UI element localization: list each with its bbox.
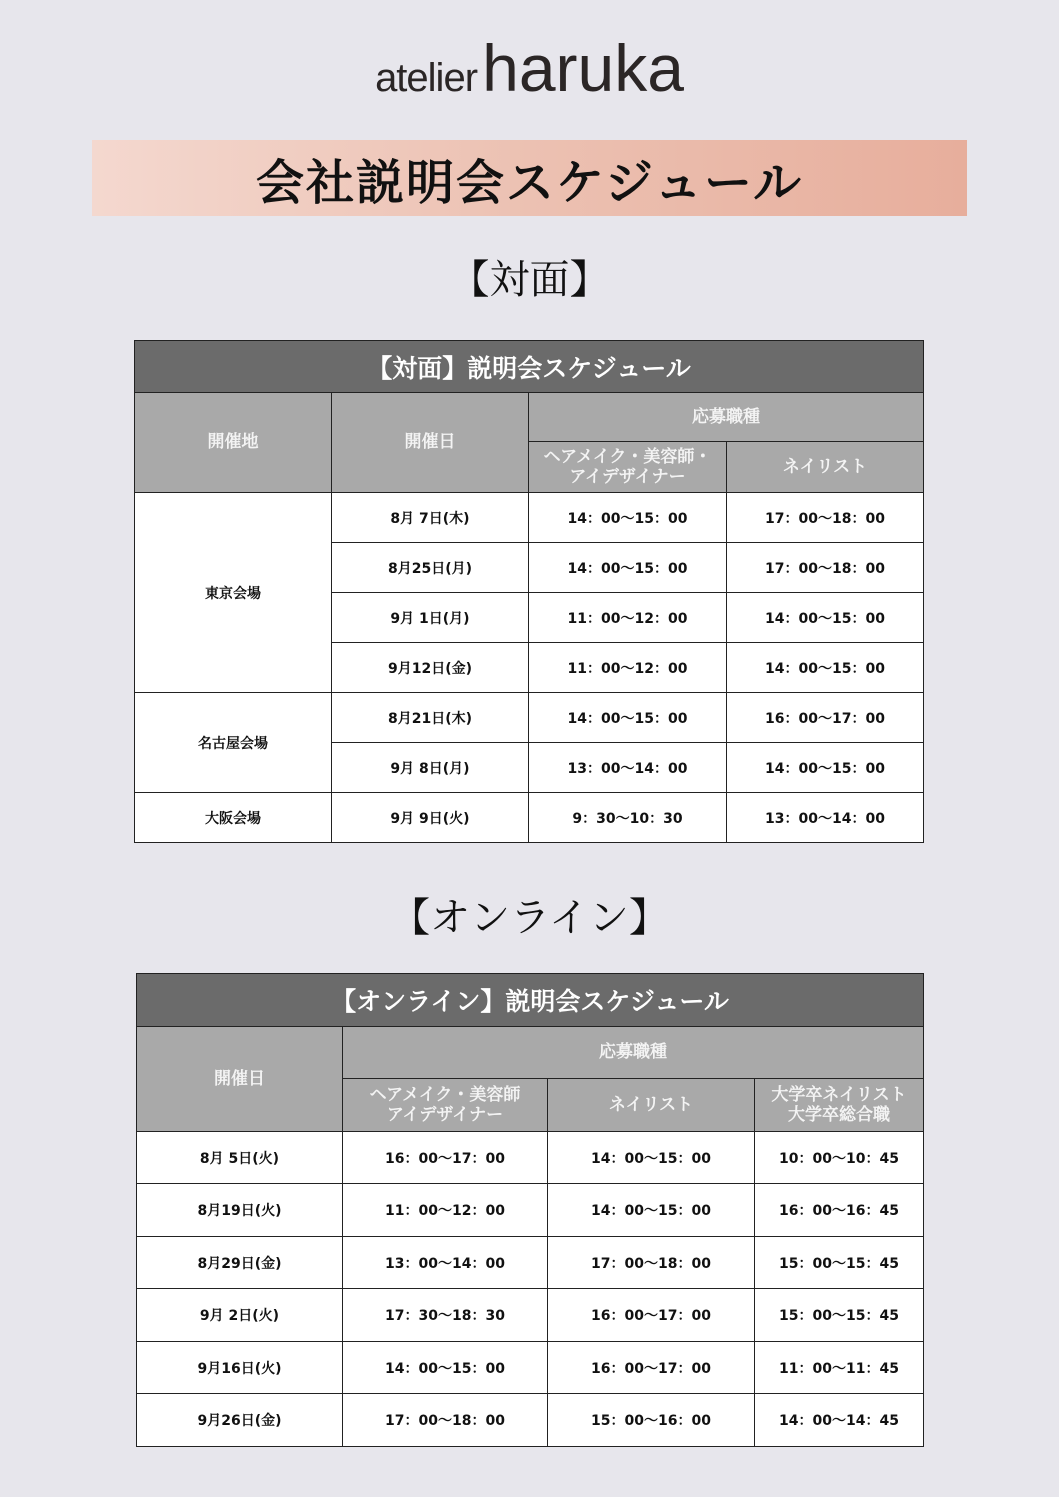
header-date: 開催日 — [332, 393, 529, 493]
time-cell: 17：00〜18：00 — [727, 543, 924, 593]
online-schedule-table — [136, 973, 924, 1447]
logo-text-haruka: haruka — [482, 31, 684, 105]
date-cell: 8月25日(月) — [332, 543, 529, 593]
header-job-types: 応募職種 — [529, 393, 924, 442]
time-cell: 16：00〜16：45 — [755, 1184, 924, 1237]
time-cell: 16：00〜17：00 — [548, 1289, 755, 1342]
inperson-heading: 【対面】 — [449, 257, 610, 303]
time-cell: 13：00〜14：00 — [727, 793, 924, 843]
date-cell: 8月19日(火) — [137, 1184, 343, 1237]
date-cell: 9月26日(金) — [137, 1394, 343, 1447]
time-cell: 14：00〜15：00 — [727, 643, 924, 693]
time-cell: 15：00〜15：45 — [755, 1289, 924, 1342]
page-title: 会社説明会スケジュール — [255, 154, 804, 211]
time-cell: 14：00〜15：00 — [529, 543, 727, 593]
time-cell: 17：00〜18：00 — [343, 1394, 548, 1447]
header-date: 開催日 — [137, 1027, 343, 1132]
time-cell: 9：30〜10：30 — [529, 793, 727, 843]
time-cell: 14：00〜15：00 — [548, 1132, 755, 1184]
time-cell: 11：00〜12：00 — [529, 593, 727, 643]
date-cell: 8月29日(金) — [137, 1237, 343, 1289]
time-cell: 17：30〜18：30 — [343, 1289, 548, 1342]
time-cell: 16：00〜17：00 — [343, 1132, 548, 1184]
time-cell: 14：00〜15：00 — [548, 1184, 755, 1237]
time-cell: 16：00〜17：00 — [548, 1342, 755, 1394]
header-job-types: 応募職種 — [343, 1027, 924, 1079]
date-cell: 9月16日(火) — [137, 1342, 343, 1394]
time-cell: 14：00〜15：00 — [343, 1342, 548, 1394]
time-cell: 17：00〜18：00 — [548, 1237, 755, 1289]
venue-tokyo: 東京会場 — [135, 493, 332, 693]
brand-logo — [0, 30, 1059, 106]
time-cell: 14：00〜14：45 — [755, 1394, 924, 1447]
time-cell: 17：00〜18：00 — [727, 493, 924, 543]
date-cell: 8月 5日(火) — [137, 1132, 343, 1184]
time-cell: 14：00〜15：00 — [727, 593, 924, 643]
header-job-nailist: ネイリスト — [727, 442, 924, 493]
title-banner — [92, 140, 967, 216]
date-cell: 9月 8日(月) — [332, 743, 529, 793]
time-cell: 11：00〜12：00 — [343, 1184, 548, 1237]
time-cell: 10：00〜10：45 — [755, 1132, 924, 1184]
header-job-hair-makeup: ヘアメイク・美容師・ アイデザイナー — [529, 442, 727, 493]
date-cell: 9月 9日(火) — [332, 793, 529, 843]
online-table-title: 【オンライン】説明会スケジュール — [137, 974, 924, 1027]
time-cell: 11：00〜12：00 — [529, 643, 727, 693]
header-job-hair-makeup: ヘアメイク・美容師 アイデザイナー — [343, 1079, 548, 1132]
header-job-university-grad: 大学卒ネイリスト 大学卒総合職 — [755, 1079, 924, 1132]
time-cell: 15：00〜16：00 — [548, 1394, 755, 1447]
date-cell: 8月 7日(木) — [332, 493, 529, 543]
venue-nagoya: 名古屋会場 — [135, 693, 332, 793]
time-cell: 14：00〜15：00 — [727, 743, 924, 793]
logo-text-atelier: atelier — [375, 56, 478, 100]
time-cell: 13：00〜14：00 — [343, 1237, 548, 1289]
header-venue: 開催地 — [135, 393, 332, 493]
time-cell: 15：00〜15：45 — [755, 1237, 924, 1289]
venue-osaka: 大阪会場 — [135, 793, 332, 843]
inperson-schedule-table — [134, 340, 924, 843]
date-cell: 9月 1日(月) — [332, 593, 529, 643]
date-cell: 9月 2日(火) — [137, 1289, 343, 1342]
inperson-table-title: 【対面】説明会スケジュール — [135, 341, 924, 393]
time-cell: 14：00〜15：00 — [529, 493, 727, 543]
date-cell: 9月12日(金) — [332, 643, 529, 693]
time-cell: 11：00〜11：45 — [755, 1342, 924, 1394]
header-job-nailist: ネイリスト — [548, 1079, 755, 1132]
time-cell: 16：00〜17：00 — [727, 693, 924, 743]
online-heading: 【オンライン】 — [390, 895, 669, 941]
time-cell: 13：00〜14：00 — [529, 743, 727, 793]
date-cell: 8月21日(木) — [332, 693, 529, 743]
time-cell: 14：00〜15：00 — [529, 693, 727, 743]
